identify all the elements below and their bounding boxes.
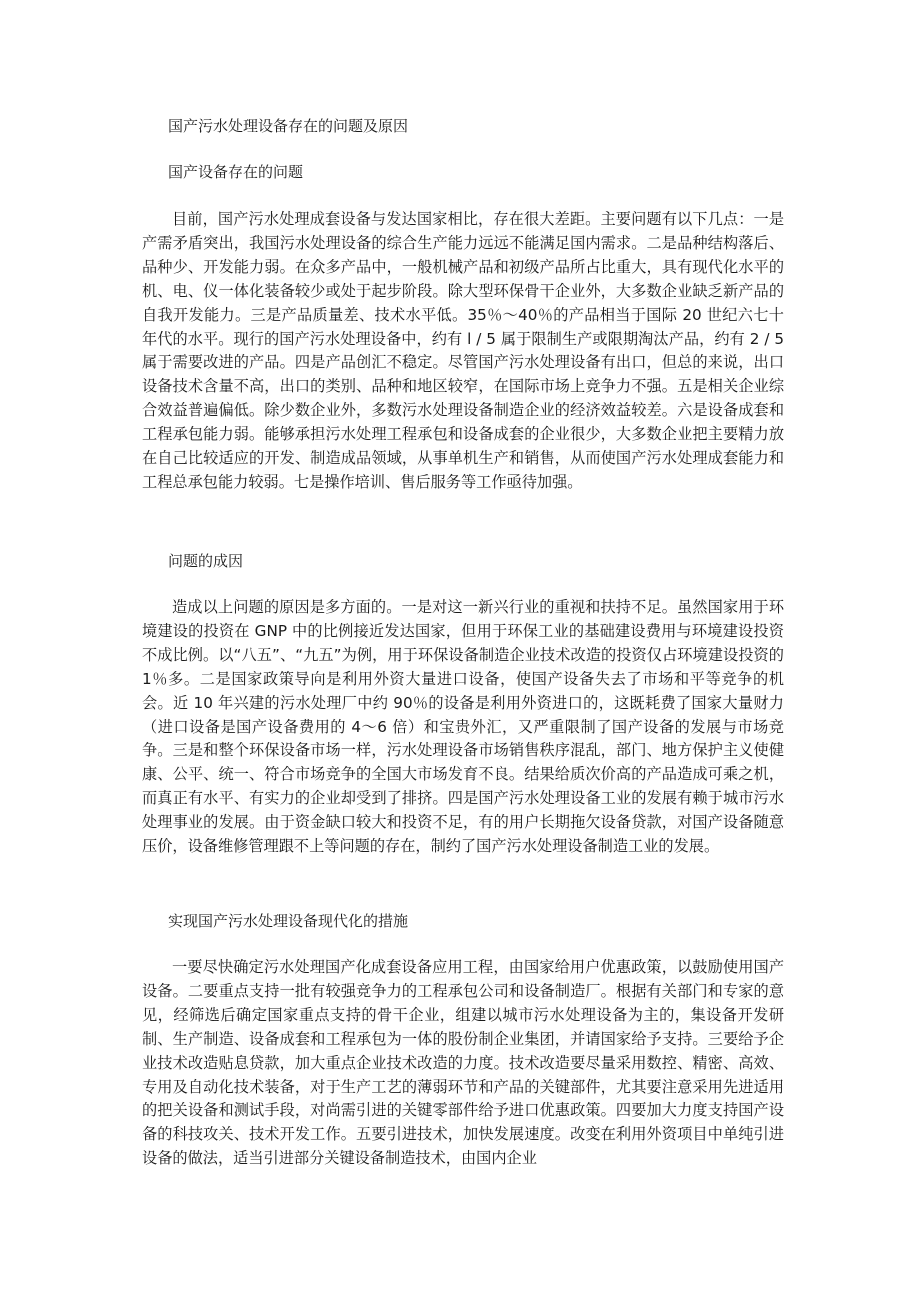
section-heading-causes: 问题的成因 xyxy=(168,552,244,570)
document-title: 国产污水处理设备存在的问题及原因 xyxy=(168,117,409,135)
section-heading-problems: 国产设备存在的问题 xyxy=(168,163,304,181)
section-paragraph-causes: 造成以上问题的原因是多方面的。一是对这一新兴行业的重视和扶持不足。虽然国家用于环境建设的投资在 GNP 中的比例接近发达国家，但用于环保工业的基础建设费用与环境建设投资不成比例。以“八五”、“九五”为例，用于环保设备制造企业技术改造的投资仅占环境建设投资的 1％多。二是国家政策导向是利用外资大量进口设备，使国产设备失去了市场和平等竞争的机会。近 10 年兴建的污水处理厂中约 90％的设备是利用外资进口的，这既耗费了国家大量财力（进口设备是国产设备费用的 4～6 倍）和宝贵外汇，又严重限制了国产设备的发展与市场竞争。三是和整个环保设备市场一样，污水处理设备市场销售秩序混乱，部门、地方保护主义使健康、公平、统一、符合市场竞争的全国大市场发育不良。结果给质次价高的产品造成可乘之机，而真正有水平、有实力的企业却受到了排挤。四是国产污水处理设备工业的发展有赖于城市污水处理事业的发展。由于资金缺口较大和投资不足，有的用户长期拖欠设备贷款，对国产设备随意压价，设备维修管理跟不上等问题的存在，制约了国产污水处理设备制造工业的发展。 xyxy=(142,598,784,856)
section-paragraph-problems: 目前，国产污水处理成套设备与发达国家相比，存在很大差距。主要问题有以下几点：一是产需矛盾突出，我国污水处理设备的综合生产能力远远不能满足国内需求。二是品种结构落后、品种少、开发能力弱。在众多产品中，一般机械产品和初级产品所占比重大，具有现代化水平的机、电、仪一体化装备较少或处于起步阶段。除大型环保骨干企业外，大多数企业缺乏新产品的自我开发能力。三是产品质量差、技术水平低。35％～40％的产品相当于国际 20 世纪六七十年代的水平。现行的国产污水处理设备中，约有 l / 5 属于限制生产或限期淘汰产品，约有 2 / 5 属于需要改进的产品。四是产品创汇不稳定。尽管国产污水处理设备有出口，但总的来说，出口设备技术含量不高，出口的类别、品种和地区较窄，在国际市场上竞争力不强。五是相关企业综合效益普遍偏低。除少数企业外，多数污水处理设备制造企业的经济效益较差。六是设备成套和工程承包能力弱。能够承担污水处理工程承包和设备成套的企业很少，大多数企业把主要精力放在自己比较适应的开发、制造成品领域，从事单机生产和销售，从而使国产污水处理成套能力和工程总承包能力较弱。七是操作培训、售后服务等工作亟待加强。 xyxy=(142,210,784,491)
section-paragraph-measures: 一要尽快确定污水处理国产化成套设备应用工程，由国家给用户优惠政策，以鼓励使用国产设备。二要重点支持一批有较强竞争力的工程承包公司和设备制造厂。根据有关部门和专家的意见，经筛选后确定国家重点支持的骨干企业，组建以城市污水处理设备为主的，集设备开发研制、生产制造、设备成套和工程承包为一体的股份制企业集团，并请国家给予支持。三要给予企业技术改造贴息贷款，加大重点企业技术改造的力度。技术改造要尽量采用数控、精密、高效、专用及自动化技术装备，对于生产工艺的薄弱环节和产品的关键部件，尤其要注意采用先进适用的把关设备和测试手段，对尚需引进的关键零部件给予进口优惠政策。四要加大力度支持国产设备的科技攻关、技术开发工作。五要引进技术，加快发展速度。改变在利用外资项目中单纯引进设备的做法，适当引进部分关键设备制造技术，由国内企业 xyxy=(142,958,784,1168)
section-heading-measures: 实现国产污水处理设备现代化的措施 xyxy=(168,912,409,930)
